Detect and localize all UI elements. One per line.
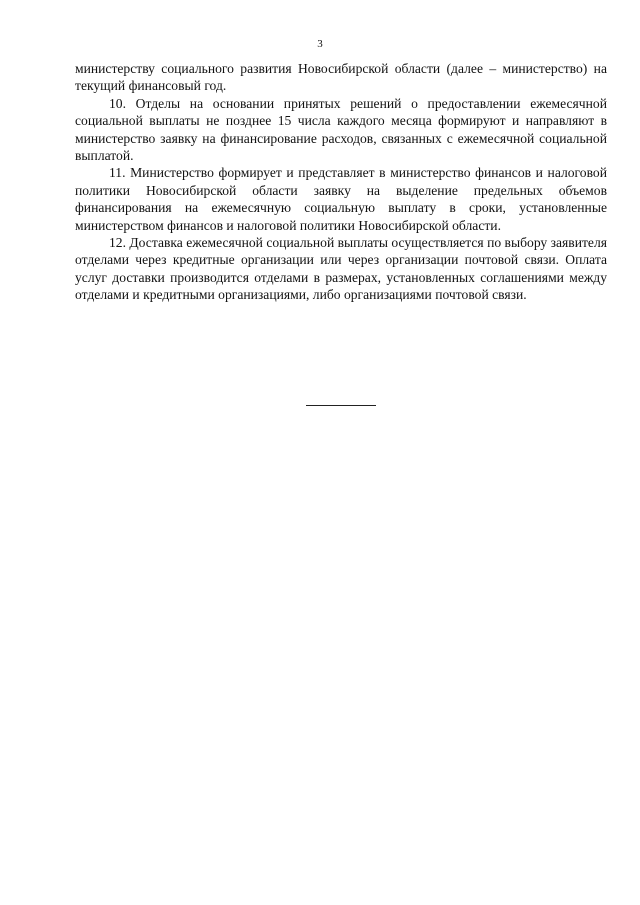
paragraph-continuation: министерству социального развития Новосибирской области (далее – министерство) на текущий финансовый год. — [75, 61, 607, 94]
paragraph-12: 12. Доставка ежемесячной социальной выплаты осуществляется по выбору заявителя отделами через кредитные организации или через организации почтовой связи. Оплата услуг доставки производится отделами в размерах, установленных соглашениями между отделами и кредитными организациями, либо организациями почтовой связи. — [75, 235, 607, 303]
document-body — [75, 60, 607, 304]
end-of-document-rule — [306, 405, 376, 406]
paragraph-10: 10. Отделы на основании принятых решений о предоставлении ежемесячной социальной выплаты не позднее 15 числа каждого месяца формируют и направляют в министерство заявку на финансирование расходов, связанных с ежемесячной социальной выплатой. — [75, 95, 607, 164]
paragraph-11: 11. Министерство формирует и представляет в министерство финансов и налоговой политики Новосибирской области заявку на выделение предельных объемов финансирования на ежемесячную социальную выплату в сроки, установленные министерством финансов и налоговой политики Новосибирской области. — [75, 165, 607, 233]
page-number: 3 — [317, 38, 323, 50]
